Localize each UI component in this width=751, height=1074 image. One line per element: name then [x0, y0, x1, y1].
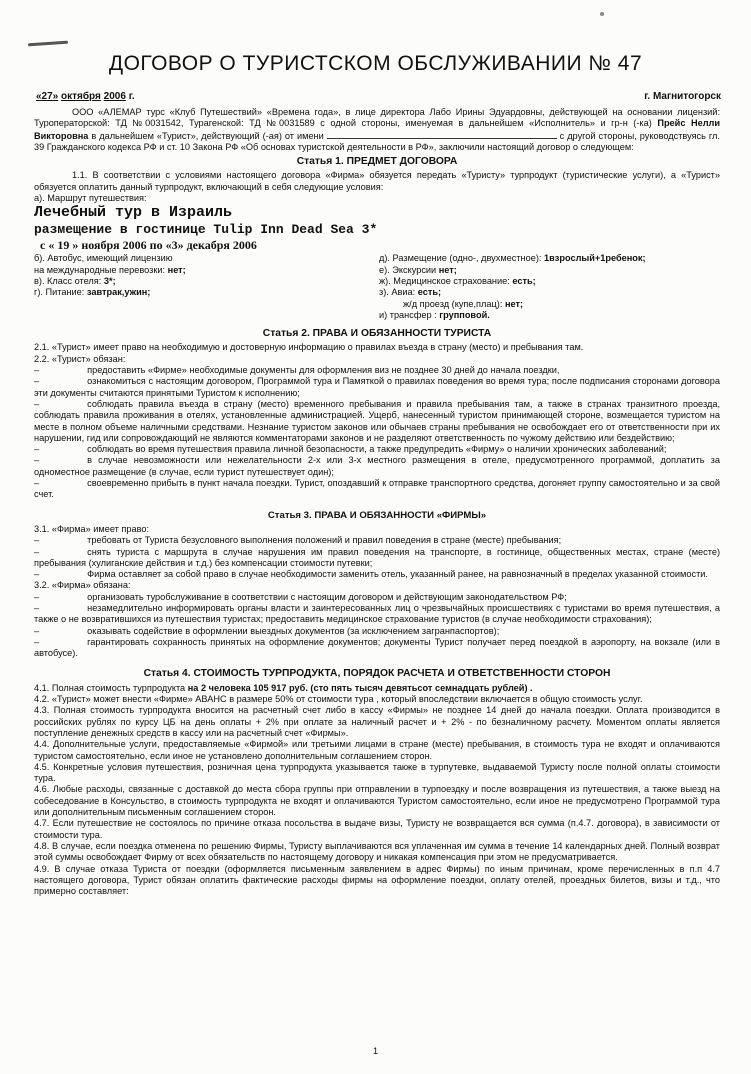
contract-city: г. Магнитогорск [644, 91, 721, 102]
article2-item: – ознакомиться с настоящим договором, Программой тура и Памяткой о правилах поведения во время тура; после подписания сторонами договора эти документы считаются принятыми Туристом к исполнению; [34, 376, 720, 398]
avia-value: есть; [417, 287, 442, 298]
article4-p3: 4.3. Полная стоимость турпродукта вносится на расчетный счет либо в кассу «Фирмы» не позднее 14 дней до начала поездки. Оплата производится в российских рублях по курсу ЦБ на день оплаты + 2% при оплате за наличный расчет и + 2% - по безналичному расчету. Моментом оплаты является поступление денежных средств в кассу или на расчетный счет «Фирмы». [34, 705, 720, 738]
tour-dates: с « 19 » ноября 2006 по «3» декабря 2006 [40, 238, 257, 253]
article3-p1: 3.1. «Фирма» имеет право: [34, 523, 150, 534]
article2-item: – предоставить «Фирме» необходимые документы для оформления виз не позднее 30 дней до начала поездки, [34, 365, 560, 376]
rail-value: нет; [504, 298, 524, 309]
article2-item: – соблюдать во время путешествия правила личной безопасности, а также предупредить «Фирму» о наличии хронических заболеваний; [34, 444, 667, 455]
article2-item: – соблюдать правила въезда в страну (место) временного пребывания и правила пребывания там, а также в странах транзитного проезда, соблюдать правила проживания в отелях, установленные администрацией. Ущерб, нанесенный туристом принимающей стороне, возмещается туристом на месте в полном объеме наличными средствами. Незнание туристом законов или обычаев страны пребывания не освобождает его от ответственности при их нарушении, гид или сопровождающий не являются комментаторами законов и не разделяют ответственность по чужому действию или бездействию; [34, 398, 720, 443]
article4-heading: Статья 4. СТОИМОСТЬ ТУРПРОДУКТА, ПОРЯДОК РАСЧЕТА И ОТВЕТСТВЕННОСТИ СТОРОН [143, 668, 611, 680]
blank-line [327, 130, 557, 139]
food-value: завтрак,ужин; [86, 287, 151, 298]
date-month: октября [61, 91, 101, 102]
intro-text-1: ООО «АЛЕМАР турс «Клуб Путешествий» «Времена года», в лице директора Лабо Ирины Эдуардовны, действующей на основании лицензий: Туроператорской: ТД №0031542, Турагенской: ТД №0031589 с одной стороны, именуемая в дальнейшем «Исполнитель» и гр-н (-ка) [34, 107, 720, 129]
article3-item: – снять туриста с маршрута в случае нарушения им правил поведения на транспорте, в гостинице, общественных местах, стране (месте) пребывания (хулиганские действия и т.д.) без компенсации стоимости путевки; [34, 546, 720, 568]
article2-p1: 2.1. «Турист» имеет право на необходимую и достоверную информацию о правилах въезда в страну (место) и пребывания там. [34, 342, 584, 353]
conditions-right [375, 253, 720, 321]
avia-line: з). Авиа: есть; [379, 287, 442, 298]
route-label: а). Маршрут путешествия: [34, 193, 147, 204]
client-name: Прейс Нелли Викторовна [34, 118, 721, 141]
transport-line: на международные перевозки: нет; [34, 264, 186, 275]
article2-heading: Статья 2. ПРАВА И ОБЯЗАННОСТИ ТУРИСТА [262, 328, 492, 340]
intro-text-3: с другой стороны, руководствуясь гл. 39 Гражданского кодекса РФ и ст. 10 Закона РФ «Об основах туристской деятельности в РФ», заключили настоящий договор о следующем: [34, 130, 720, 152]
insurance-line: ж). Медицинское страхование: есть; [379, 275, 536, 286]
insurance-value: есть; [512, 275, 536, 286]
article4-p4: 4.4. Дополнительные услуги, предоставляемые «Фирмой» или третьими лицами в стране (месте) пребывания, в стоимость тура не входят и оплачиваются туристом самостоятельно, если иное не установлено дополнительным соглашением сторон. [34, 739, 720, 761]
article4-p9: 4.9. В случае отказа Туриста от поездки (оформляется письменным заявлением в адрес Фирмы) по иным причинам, кроме перечисленных в п.п 4.7 настоящего договора, Турист обязан оплатить фактические расходы фирмы на оформление поездки, оплату отелей, проездных билетов, визы и т.д., что примерно составляет: [34, 863, 720, 897]
article1-heading: Статья 1. ПРЕДМЕТ ДОГОВОРА [296, 156, 458, 168]
article4-p5: 4.5. Конкретные условия путешествия, розничная цена турпродукта указывается также в турпутевке, выдаваемой Туристу после полной оплаты стоимости тура. [34, 761, 720, 784]
article1-p1: 1.1. В соответствии с условиями настоящего договора «Фирма» обязуется передать «Туристу» турпродукт (туристические услуги), а «Турист» обязуется оплатить данный турпродукт, включающий в себя следующие условия: [34, 170, 720, 192]
hotel-value: размещение в гостинице Tulip Inn Dead Sea 3* [34, 222, 378, 238]
scan-artifact [28, 41, 68, 47]
excursions-line: е). Экскурсии нет; [379, 264, 457, 275]
transfer-value: групповой. [439, 309, 490, 320]
food-line: г). Питание: завтрак,ужин; [34, 287, 151, 298]
intro-text-2: в дальнейшем «Турист», действующий (-ая) от имени [91, 130, 324, 141]
total-price: на 2 человека 105 917 руб. (сто пять тысяч девятьсот семнадцать рублей) . [187, 682, 533, 693]
article3-item: – организовать туробслуживание в соответствии с настоящим договором и действующим законодательством РФ; [34, 591, 567, 602]
article3-item: – требовать от Туриста безусловного выполнения положений и правил поведения в стране (месте) пребывания; [34, 535, 562, 546]
article2-p2: 2.2. «Турист» обязан: [34, 353, 126, 364]
hotel-class-line: в). Класс отеля: 3*; [34, 275, 116, 286]
intro-paragraph [34, 107, 720, 153]
accommodation-value: 1взрослый+1ребенок; [544, 253, 646, 264]
article4-p6: 4.6. Любые расходы, связанные с доставкой до места сбора группы при отправлении в турпоездку и после возвращения из путешествия, а также выезд на собеседование в Консульство, в стоимость турпродукта не входят и оплачиваются Туристом самостоятельно, если иное не предусмотрено Программой тура или дополнительным письменным соглашением сторон. [34, 784, 720, 818]
rail-line: ж/д проезд (купе,плац): нет; [403, 298, 524, 309]
article2-item: – в случае невозможности или нежелательности 2-х или 3-х местного размещения в отеле, предусмотренного программой, доплатить за одноместное размещение (в случае, если турист путешествует один); [34, 455, 720, 477]
document-body [34, 107, 720, 897]
transfer-line: и) трансфер : групповой. [379, 309, 490, 320]
contract-date [36, 91, 135, 102]
hotel-class-value: 3*; [103, 275, 116, 286]
article3-heading: Статья 3. ПРАВА И ОБЯЗАННОСТИ «ФИРМЫ» [267, 509, 487, 521]
article3-item: – оказывать содействие в оформлении выездных документов (за исключением загранпаспортов); [34, 625, 500, 636]
conditions-left [34, 253, 375, 321]
article4-p8: 4.8. В случае, если поездка отменена по решению Фирмы, Туристу выплачиваются вся уплаченная им сумма в течение 14 календарных дней. Полный возврат этой суммы освобождает Фирму от всех обязательств по настоящему договору и никакая компенсация при этом не предусматривается. [34, 840, 720, 863]
page-number: 1 [372, 1046, 379, 1057]
excursions-value: нет; [438, 264, 457, 275]
transport-value: нет; [167, 264, 186, 275]
bus-line: б). Автобус, имеющий лицензию [34, 253, 173, 264]
article4-p1: 4.1. Полная стоимость турпродукта на 2 человека 105 917 руб. (сто пять тысяч девятьсот семнадцать рублей) . [34, 682, 533, 693]
article2-item: – своевременно прибыть в пункт начала поездки. Турист, опоздавший к отправке транспортного средства, догоняет группу самостоятельно и за свой счет. [34, 478, 720, 500]
document-title: ДОГОВОР О ТУРИСТСКОМ ОБСЛУЖИВАНИИ № 47 [108, 52, 643, 75]
date-suffix: г. [128, 91, 135, 102]
scan-artifact-dot [600, 12, 604, 16]
article3-item: – незамедлительно информировать органы власти и заинтересованных лиц о чрезвычайных происшествиях с туристами во время путешествия, а также о не возвратившихся из путешествия туристах; предоставить медицинское страхование туристов (в случае необходимости страхования); [34, 602, 720, 625]
article4-p7: 4.7. Если путешествие не состоялось по причине отказа посольства в выдаче визы, Туристу не возвращается вся сумма (п.4.7. договора), в зависимости от стоимости тура. [34, 818, 720, 840]
tour-conditions [34, 253, 720, 321]
accommodation-line: д). Размещение (одно-, двухместное): 1взрослый+1ребенок; [379, 253, 646, 264]
article3-p2: 3.2. «Фирма» обязана: [34, 580, 131, 591]
date-day: «27» [36, 91, 59, 102]
route-value: Лечебный тур в Израиль [34, 204, 233, 222]
article3-item: – Фирма оставляет за собой право в случае необходимости заменить отель, указанный ранее, на равнозначный в пределах указанной стоимости. [34, 569, 708, 580]
article3-item: – гарантировать сохранность принятых на оформление документов; документы Турист получает перед поездкой в аэропорту, на вокзале (или в автобусе). [34, 636, 720, 659]
date-year: 2006 [103, 91, 126, 102]
article4-p2: 4.2. «Турист» может внести «Фирме» АВАНС в размере 50% от стоимости тура , который впоследствии включается в общую стоимость услуг. [34, 694, 643, 705]
